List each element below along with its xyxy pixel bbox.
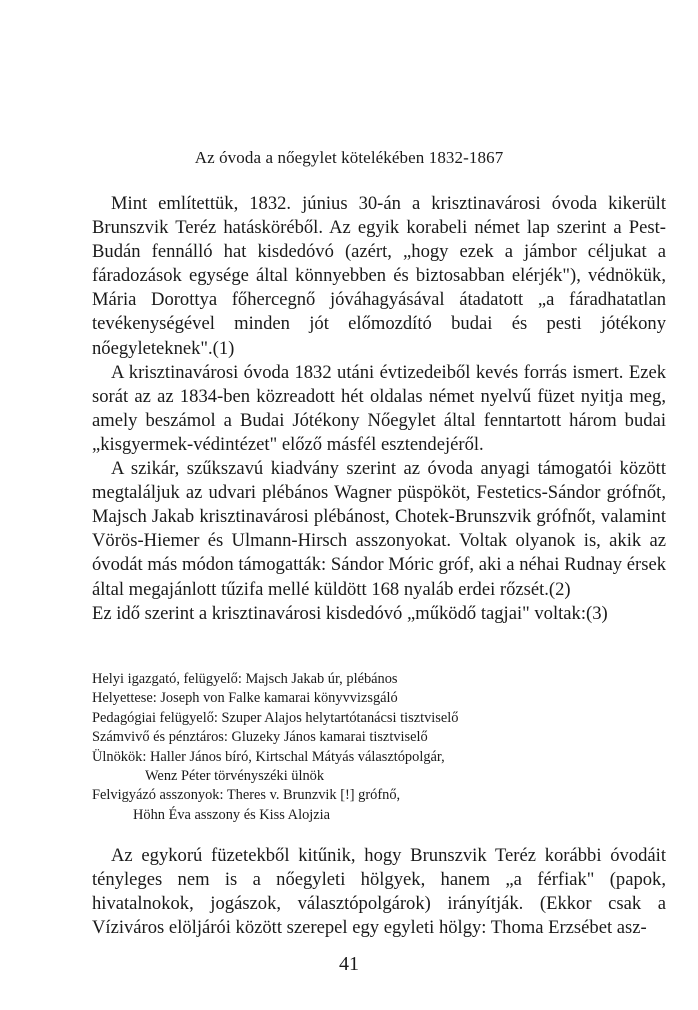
paragraph-1: Mint említettük, 1832. június 30-án a krisztinavárosi óvoda kikerült Brunszvik Teréz hatásköréből. Az egyik korabeli német lap szerint a Pest-Budán fennálló hat kisdedóvó (azért, „hogy ezek a jámbor céljukat a fáradozások egysége által könnyebben és biztosabban elérjék"), védnökük, Mária Dorottya főhercegnő jóváhagyásával átadatott „a fáradhatatlan tevékenységével minden jót előmozdító budai és pesti jótékony nőegyleteknek".(1) — [92, 193, 666, 359]
body-text-top — [92, 192, 666, 626]
list-item-continuation: Höhn Éva asszony és Kiss Alojzia — [133, 806, 331, 823]
paragraph-3: A szikár, szűkszavú kiadvány szerint az óvoda anyagi támogatói között megtaláljuk az udvari plébános Wagner püspököt, Festetics-Sándor grófnőt, Majsch Jakab krisztinavárosi plébánost, Chotek-Brunszvik grófnőt, valamint Vörös-Hiemer és Ulmann-Hirsch asszonyokat. Voltak olyanok is, akik az óvodát más módon támogatták: Sándor Móric gróf, aki a néhai Rudnay érsek által megajánlott tűzifa mellé küldött 168 nyaláb erdei rőzsét.(2) — [92, 458, 666, 600]
list-item: Ülnökök: Haller János bíró, Kirtschal Mátyás választópolgár, — [92, 748, 445, 765]
list-item: Helyi igazgató, felügyelő: Majsch Jakab úr, plébános — [92, 671, 398, 687]
list-item: Felvigyázó asszonyok: Theres v. Brunzvik [!] grófnő, — [92, 787, 401, 804]
staff-list — [92, 670, 652, 825]
list-item: Számvivő és pénztáros: Gluzeky János kamarai tisztviselő — [92, 729, 428, 746]
chapter-title: Az óvoda a nőegylet kötelékében 1832-1867 — [194, 148, 504, 167]
paragraph-4: Ez idő szerint a krisztinavárosi kisdedóvó „működő tagjai" voltak:(3) — [92, 602, 608, 624]
paragraph-5: Az egykorú füzetekből kitűnik, hogy Brunszvik Teréz korábbi óvodáit tényleges nem is a nőegyleti hölgyek, hanem „a férfiak" (papok, hivatalnokok, jogászok, választópolgárok) irányítják. (Ekkor csak a Víziváros elöljárói között szerepel egy egyleti hölgy: Thoma Erzsébet asz- — [92, 845, 666, 939]
paragraph-2: A krisztinavárosi óvoda 1832 utáni évtizedeiből kevés forrás ismert. Ezek sorát az az 1834-ben közreadott hét oldalas német nyelvű füzet nyitja meg, amely beszámol a Budai Jótékony Nőegylet által fenntartott három budai „kisgyermek-védintézet" előző másfél esztendejéről. — [92, 361, 666, 455]
list-item-continuation: Wenz Péter törvényszéki ülnök — [145, 768, 325, 785]
list-item: Helyettese: Joseph von Falke kamarai könyvvizsgáló — [92, 690, 398, 707]
list-item: Pedagógiai felügyelő: Szuper Alajos helytartótanácsi tisztviselő — [92, 709, 459, 726]
body-text-bottom — [92, 844, 666, 940]
page-number: 41 — [339, 953, 359, 975]
